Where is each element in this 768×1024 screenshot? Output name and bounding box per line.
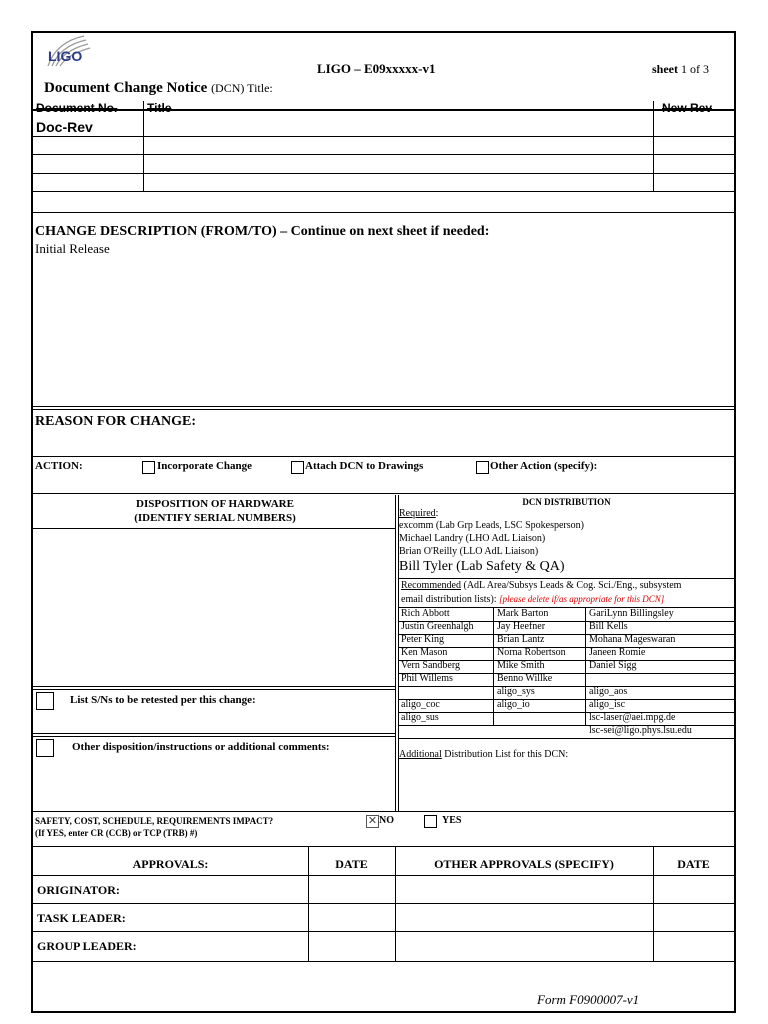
recommended-text: (AdL Area/Subsys Leads & Cog. Sci./Eng., subsystem [460,580,682,591]
distribution-name-cell: Ken Mason [401,647,448,658]
ligo-logo-text: LIGO [48,48,83,64]
distribution-name-cell: Norna Robertson [497,647,566,658]
other-action-label: Other Action (specify): [490,460,598,472]
retest-checkbox[interactable] [36,692,54,710]
sheet-indicator [652,62,709,77]
document-id: LIGO – E09xxxxx-v1 [317,61,436,76]
dcn-title [44,80,273,97]
change-description-text[interactable]: Initial Release [35,241,110,256]
distribution-name-cell: GariLynn Billingsley [589,608,674,619]
disposition-heading-line1: DISPOSITION OF HARDWARE [136,498,294,510]
col-doc-no: Document No. [36,101,118,115]
attach-dcn-checkbox[interactable] [291,461,304,474]
col-new-rev: New Rev [662,101,713,115]
form-id: Form F0900007-v1 [537,992,640,1007]
other-action-checkbox[interactable] [476,461,489,474]
additional-text: Distribution List for this DCN: [441,749,569,760]
disposition-heading [35,497,395,525]
distribution-name-cell: aligo_isc [589,699,626,710]
distribution-name-cell: Peter King [401,634,445,645]
distribution-name-cell: lsc-laser@aei.mpg.de [589,712,676,723]
incorporate-change-label: Incorporate Change [157,460,253,472]
distribution-name-cell: aligo_io [497,699,530,710]
other-disposition-checkbox[interactable] [36,739,54,757]
sheet-label: sheet [652,62,678,76]
dcn-title-bold: Document Change Notice [44,80,208,96]
sheet-value: 1 of 3 [681,62,709,76]
additional-distribution [399,749,568,760]
distribution-name-cell: Jay Heefner [497,621,546,632]
col-title: Title [147,101,172,115]
distribution-name-cell: Mohana Mageswaran [589,634,676,645]
distribution-name-cell: Mike Smith [497,660,545,671]
recommended-text2: email distribution lists): [401,594,500,605]
ligo-logo [44,32,104,72]
change-description-heading: CHANGE DESCRIPTION (FROM/TO) – Continue on next sheet if needed: [35,224,490,239]
retest-label: List S/Ns to be retested per this change: [70,694,256,706]
distribution-name-cell: Phil Willems [401,673,453,684]
distribution-name-cell: aligo_coc [401,699,440,710]
impact-no-label: NO [379,815,394,826]
required-excomm: excomm (Lab Grp Leads, LSC Spokesperson) [399,520,584,531]
originator-label: ORIGINATOR: [37,883,120,897]
distribution-name-cell: Mark Barton [497,608,549,619]
other-approvals-header: OTHER APPROVALS (SPECIFY) [434,857,614,871]
impact-no-checkbox[interactable]: ✕ [367,814,378,827]
distribution-name-cell: aligo_sus [401,712,439,723]
impact-yes-label: YES [442,815,462,826]
impact-label [35,815,273,839]
distribution-name-cell: Bill Kells [589,621,628,632]
recommended-note: [please delete if/as appropriate for this DCN] [499,594,665,604]
distribution-name-cell: aligo_sys [497,686,535,697]
reason-heading: REASON FOR CHANGE: [35,414,197,429]
distribution-name-cell: Benno Willke [497,673,553,684]
distribution-name-cell: aligo_aos [589,686,628,697]
other-approvals-date-header: DATE [677,857,710,871]
distribution-name-cell: Justin Greenhalgh [401,621,474,632]
required-llo: Brian O'Reilly (LLO AdL Liaison) [399,546,539,557]
dcn-distribution-heading: DCN DISTRIBUTION [522,497,611,507]
recommended-line2 [401,594,664,605]
approvals-col-header: APPROVALS: [132,857,209,871]
other-disposition-label: Other disposition/instructions or additional comments: [72,741,330,753]
dcn-title-abbrev: (DCN) Title: [211,81,273,95]
required-safety: Bill Tyler (Lab Safety & QA) [399,559,565,574]
required-label-text: Required [399,508,436,519]
required-label [399,508,438,519]
distribution-name-cell: Rich Abbott [401,608,450,619]
impact-line2: (If YES, enter CR (CCB) or TCP (TRB) #) [35,828,198,838]
distribution-name-cell: Brian Lantz [497,634,545,645]
task-leader-label: TASK LEADER: [37,911,126,925]
distribution-name-cell: Daniel Sigg [589,660,637,671]
recommended-line1 [401,580,681,591]
distribution-name-cell: Vern Sandberg [401,660,460,671]
impact-line1: SAFETY, COST, SCHEDULE, REQUIREMENTS IMPACT? [35,816,274,826]
required-lho: Michael Landry (LHO AdL Liaison) [399,533,546,544]
distribution-name-cell: lsc-sei@ligo.phys.lsu.edu [589,725,692,736]
group-leader-label: GROUP LEADER: [37,939,137,953]
incorporate-change-checkbox[interactable] [142,461,155,474]
attach-dcn-label: Attach DCN to Drawings [305,460,424,472]
impact-yes-checkbox[interactable] [424,815,437,828]
approvals-date-header: DATE [335,857,368,871]
action-label: ACTION: [35,460,83,472]
doc-rev-cell[interactable]: Doc-Rev [36,119,93,135]
additional-label: Additional [399,749,442,760]
distribution-name-cell: Janeen Romie [589,647,646,658]
disposition-heading-line2: (IDENTIFY SERIAL NUMBERS) [134,512,296,524]
required-colon: : [435,508,439,519]
recommended-label: Recommended [401,580,461,591]
